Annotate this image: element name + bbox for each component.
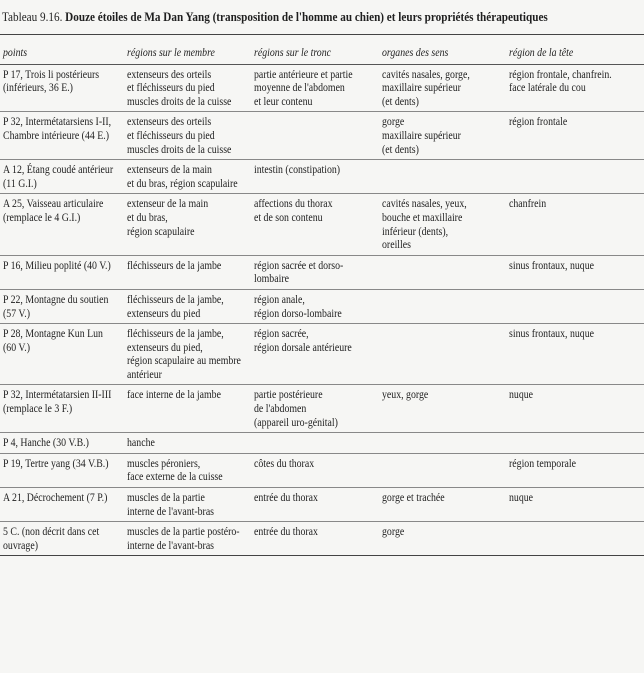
cell-head (506, 433, 644, 454)
cell-limb: extenseurs de la main et du bras, région scapulaire (127, 162, 238, 190)
cell-head: sinus frontaux, nuque (509, 257, 594, 272)
cell-head: nuque (509, 490, 534, 505)
table-row (0, 385, 644, 433)
cell-point: A 21, Décrochement (7 P.) (3, 490, 108, 505)
cell-trunk: côtes du thorax (254, 455, 315, 470)
table-row (0, 324, 644, 385)
cell-limb: muscles de la partie interne de l'avant-bras (127, 490, 215, 518)
cell-point: A 25, Vaisseau articulaire (remplace le 4 G.I.) (3, 196, 104, 224)
cell-senses: gorge (382, 524, 405, 539)
header-head-region: région de la tête (509, 45, 574, 59)
cell-trunk: entrée du thorax (254, 490, 318, 505)
header-points: points (3, 45, 28, 59)
cell-head: sinus frontaux, nuque (509, 326, 594, 341)
table-row (0, 488, 644, 522)
table-row (0, 160, 644, 194)
table-row (0, 522, 644, 556)
caption-prefix: Tableau 9.16. (2, 9, 66, 24)
cell-point: P 32, Intermétatarsien II-III (remplace le 3 F.) (3, 387, 112, 416)
cell-trunk: intestin (constipation) (254, 162, 341, 177)
cell-point: P 4, Hanche (30 V.B.) (3, 435, 89, 450)
cell-head (506, 289, 644, 323)
cell-senses: cavités nasales, yeux, bouche et maxillaire inférieur (dents), oreilles (382, 196, 467, 252)
cell-trunk (251, 433, 379, 454)
table-caption (2, 9, 552, 25)
header-trunk-regions: régions sur le tronc (254, 45, 331, 59)
cell-trunk: partie postérieure de l'abdomen (appareil uro-génital) (254, 387, 338, 429)
cell-head (506, 522, 644, 556)
table-row (0, 64, 644, 112)
table-row (0, 453, 644, 487)
cell-trunk: entrée du thorax (254, 524, 318, 539)
cell-point: P 16, Milieu poplité (40 V.) (3, 257, 111, 272)
caption-title: Douze étoiles de Ma Dan Yang (transposition de l'homme au chien) et leurs propriétés thérapeutiques (65, 9, 548, 24)
cell-limb: fléchisseurs de la jambe, extenseurs du pied, région scapulaire au membre antérieur (127, 326, 241, 381)
cell-senses (379, 324, 506, 385)
header-limb-regions: régions sur le membre (127, 45, 215, 59)
cell-point: P 28, Montagne Kun Lun (60 V.) (3, 326, 103, 354)
cell-senses: cavités nasales, gorge, maxillaire supérieur (et dents) (382, 66, 470, 108)
cell-limb: fléchisseurs de la jambe, extenseurs du pied (127, 291, 224, 320)
cell-point: P 32, Intermétatarsiens I-II, Chambre intérieure (44 E.) (3, 114, 112, 142)
cell-head: région frontale (509, 114, 568, 129)
cell-point: P 17, Trois li postérieurs (inférieurs, 36 E.) (3, 66, 100, 95)
cell-head: région temporale (509, 455, 576, 470)
table-row (0, 433, 644, 454)
cell-head (506, 160, 644, 194)
table-row (0, 255, 644, 289)
cell-limb: extenseurs des orteils et fléchisseurs du pied muscles droits de la cuisse (127, 66, 232, 108)
cell-limb: face interne de la jambe (127, 387, 221, 402)
cell-limb: fléchisseurs de la jambe (127, 257, 222, 272)
table-row (0, 194, 644, 255)
cell-trunk: partie antérieure et partie moyenne de l'abdomen et leur contenu (254, 66, 353, 108)
cell-head: région frontale, chanfrein. face latérale du cou (509, 66, 612, 95)
table-row (0, 112, 644, 160)
cell-limb: extenseurs des orteils et fléchisseurs du pied muscles droits de la cuisse (127, 114, 232, 156)
cell-senses: gorge maxillaire supérieur (et dents) (382, 114, 461, 156)
cell-senses (379, 255, 506, 289)
cell-limb: extenseur de la main et du bras, région scapulaire (127, 196, 209, 238)
cell-senses (379, 433, 506, 454)
table-row (0, 289, 644, 323)
cell-point: P 19, Tertre yang (34 V.B.) (3, 455, 109, 470)
cell-point: 5 C. (non décrit dans cet ouvrage) (3, 524, 100, 552)
cell-head: nuque (509, 387, 534, 402)
cell-limb: muscles de la partie postéro- interne de l'avant-bras (127, 524, 240, 552)
cell-trunk: affections du thorax et de son contenu (254, 196, 333, 224)
cell-trunk (251, 112, 379, 160)
therapeutic-points-table (0, 34, 644, 556)
cell-trunk: région sacrée, région dorsale antérieure (254, 326, 352, 354)
cell-senses: gorge et trachée (382, 490, 445, 505)
cell-point: P 22, Montagne du soutien (57 V.) (3, 291, 109, 320)
cell-trunk: région anale, région dorso-lombaire (254, 291, 342, 320)
cell-limb: muscles péroniers, face externe de la cuisse (127, 455, 223, 484)
cell-senses: yeux, gorge (382, 387, 429, 402)
cell-point: A 12, Étang coudé antérieur (11 G.I.) (3, 162, 114, 190)
cell-senses (379, 160, 506, 194)
cell-trunk: région sacrée et dorso-lombaire (254, 257, 344, 286)
cell-head: chanfrein (509, 196, 547, 211)
header-row (0, 35, 644, 65)
cell-senses (379, 289, 506, 323)
header-sense-organs: organes des sens (382, 45, 449, 59)
cell-limb: hanche (127, 435, 155, 450)
cell-senses (379, 453, 506, 487)
